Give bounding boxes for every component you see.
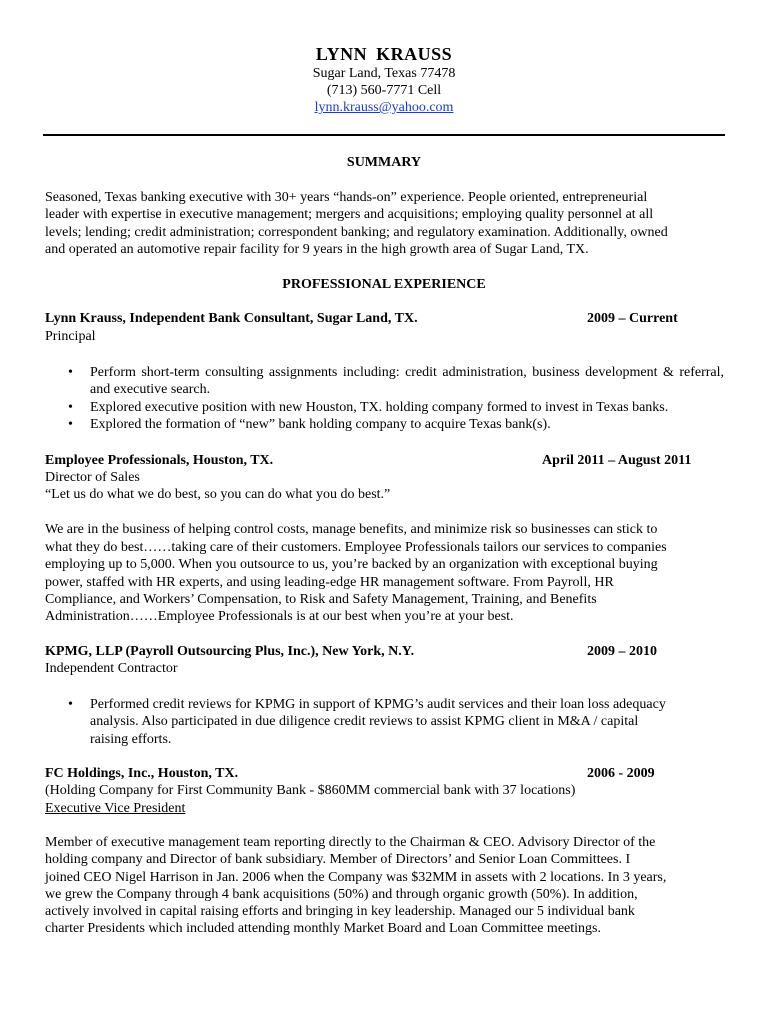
bullet-item [68, 399, 724, 416]
job-company: KPMG, LLP (Payroll Outsourcing Plus, Inc.), New York, N.Y. [45, 644, 415, 659]
bullet-item [68, 364, 724, 399]
job-dates: 2009 – 2010 [587, 644, 657, 659]
job-dates: April 2011 – August 2011 [542, 453, 692, 468]
phone-line: (713) 560-7771 Cell [326, 83, 442, 98]
bullet-dot: • [68, 697, 73, 712]
job-paragraph-line: actively involved in capital raising efforts and bringing in key leadership. Managed our 5 individual bank [45, 904, 635, 919]
job-title: Executive Vice President [45, 801, 186, 816]
job-paragraph-line: Member of executive management team reporting directly to the Chairman & CEO. Advisory Director of the [45, 835, 656, 850]
job-dates: 2009 – Current [587, 311, 678, 326]
bullet-dot: • [68, 399, 73, 415]
bullet-dot: • [68, 417, 73, 433]
job-company: FC Holdings, Inc., Houston, TX. [45, 766, 239, 781]
experience-heading: PROFESSIONAL EXPERIENCE [282, 277, 486, 292]
job-paragraph-line: Administration……Employee Professionals is at our best when you’re at your best. [45, 609, 514, 624]
address-line: Sugar Land, Texas 77478 [312, 66, 456, 81]
bullet-dot: • [68, 365, 73, 380]
summary-line: levels; lending; credit administration; correspondent banking; and regulatory examination. Additionally, owned [45, 225, 668, 240]
job-paragraph-line: what they do best……taking care of their customers. Employee Professionals tailors our services to companies [45, 540, 667, 555]
job-paragraph-line: holding company and Director of bank subsidiary. Member of Directors’ and Senior Loan Committees. I [45, 852, 631, 867]
email-link[interactable]: lynn.krauss@yahoo.com [314, 100, 454, 115]
job-dates: 2006 - 2009 [587, 766, 655, 781]
job-paragraph-line: power, staffed with HR experts, and using leading-edge HR management software. From Payroll, HR [45, 575, 614, 590]
summary-line: leader with expertise in executive management; mergers and acquisitions; employing quality personnel at all [45, 207, 654, 222]
job-paragraph-line: employing up to 5,000. When you outsource to us, you’re backed by an organization with exceptional buying [45, 557, 658, 572]
job-paragraph-line: joined CEO Nigel Harrison in Jan. 2006 when the Company was $32MM in assets with 2 locations. In 3 years, [45, 870, 667, 885]
summary-heading: SUMMARY [346, 155, 422, 170]
job-paragraph-line: We are in the business of helping control costs, manage benefits, and minimize risk so businesses can stick to [45, 522, 658, 537]
bullet-text-line: raising efforts. [90, 732, 172, 747]
job-title: Director of Sales [45, 470, 140, 485]
job-title: Independent Contractor [45, 661, 178, 676]
job-bullets [68, 364, 724, 434]
bullet-text: Explored executive position with new Houston, TX. holding company formed to invest in Texas banks. [90, 399, 669, 415]
bullet-text: Perform short-term consulting assignments including: credit administration, business development & referral, and executive search. [90, 365, 724, 398]
job-quote: “Let us do what we do best, so you can do what you do best.” [45, 487, 391, 502]
bullet-text-line: analysis. Also participated in due diligence credit reviews to assist KPMG client in M&A / capital [90, 714, 639, 729]
job-company: Employee Professionals, Houston, TX. [45, 453, 274, 468]
job-title: Principal [45, 329, 96, 344]
job-subtitle: (Holding Company for First Community Bank - $860MM commercial bank with 37 locations) [45, 783, 576, 798]
header-divider [43, 134, 725, 136]
candidate-name: LYNN KRAUSS [315, 44, 453, 64]
summary-line: and operated an automotive repair facility for 9 years in the high growth area of Sugar Land, TX. [45, 242, 589, 257]
bullet-item [68, 416, 724, 433]
email-line [0, 100, 768, 116]
job-paragraph-line: we grew the Company through 4 bank acquisitions (50%) and through organic growth (50%). In addition, [45, 887, 638, 902]
bullet-text: Explored the formation of “new” bank holding company to acquire Texas bank(s). [90, 417, 551, 433]
job-paragraph-line: Compliance, and Workers’ Compensation, to Risk and Safety Management, Training, and Benefits [45, 592, 597, 607]
bullet-text-line: Performed credit reviews for KPMG in support of KPMG’s audit services and their loan loss adequacy [90, 697, 666, 712]
job-company: Lynn Krauss, Independent Bank Consultant, Sugar Land, TX. [45, 311, 418, 326]
job-paragraph-line: charter Presidents which included attending monthly Market Board and Loan Committee meetings. [45, 921, 601, 936]
summary-line: Seasoned, Texas banking executive with 30+ years “hands-on” experience. People oriented, entrepreneurial [45, 190, 648, 205]
